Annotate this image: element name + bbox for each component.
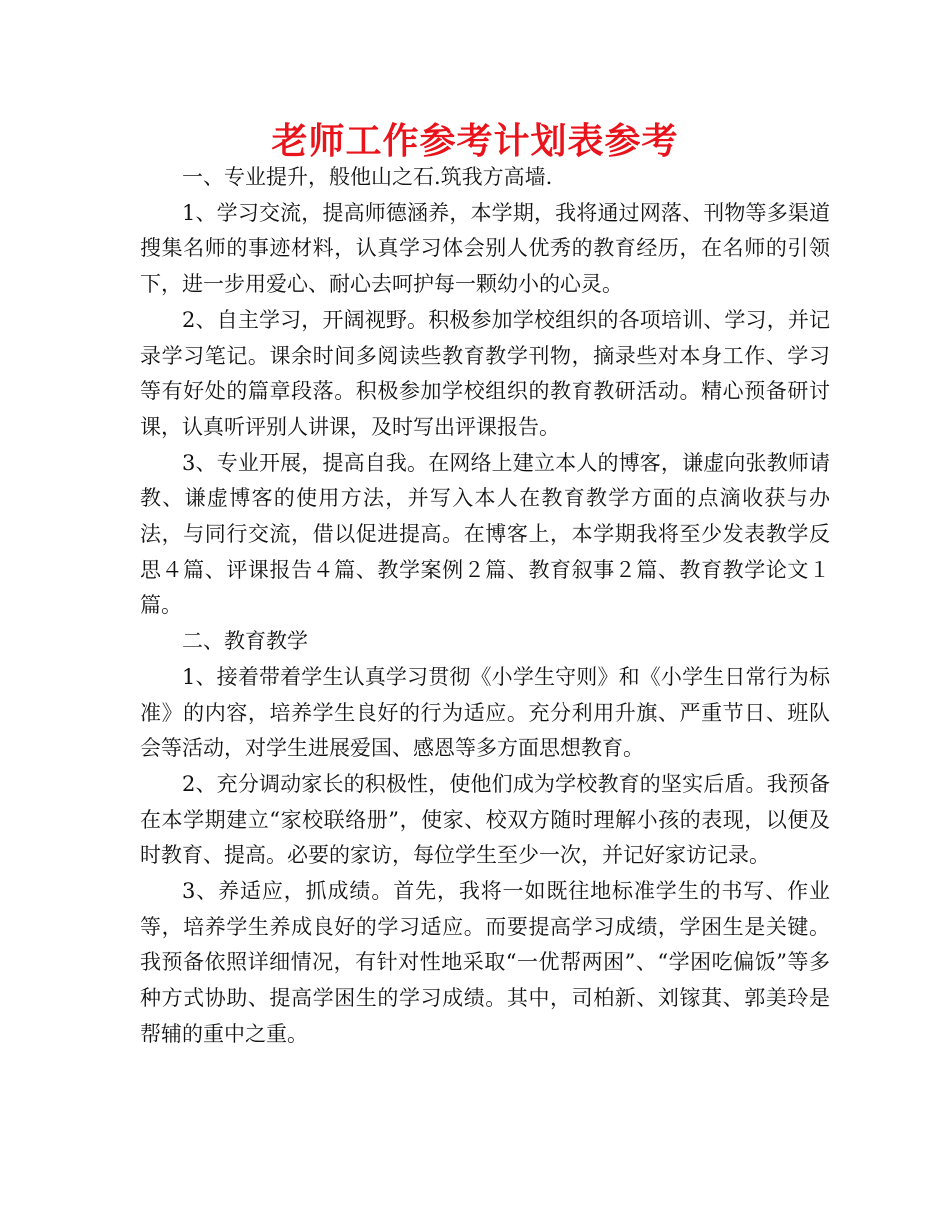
paragraph-2-3: 3、养适应，抓成绩。首先，我将一如既往地标准学生的书写、作业等，培养学生养成良好的学习适应。而要提高学习成绩，学困生是关键。我预备依照详细情况，有针对性地采取“一优帮两困”、“学困吃偏饭”等多种方式协助、提高学困生的学习成绩。其中，司柏新、刘镓萁、郭美玲是帮辅的重中之重。	[140, 879, 830, 1046]
paragraph-1-1: 1、学习交流，提高师德涵养，本学期，我将通过网落、刊物等多渠道搜集名师的事迹材料，认真学习体会别人优秀的教育经历，在名师的引领下，进一步用爱心、耐心去呵护每一颗幼小的心灵。	[140, 200, 830, 297]
paragraph-2-1: 1、接着带着学生认真学习贯彻《小学生守则》和《小学生日常行为标准》的内容，培养学生良好的行为适应。充分利用升旗、严重节日、班队会等活动，对学生进展爱国、感恩等多方面思想教育。	[140, 664, 830, 761]
section-heading-1: 一、专业提升，般他山之石.筑我方高墙.	[182, 165, 553, 189]
section-heading-2: 二、教育教学	[182, 629, 308, 654]
document-title: 老师工作参考计划表参考	[271, 121, 679, 162]
paragraph-2-2: 2、充分调动家长的积极性，使他们成为学校教育的坚实后盾。我预备在本学期建立“家校联络册”，使家、校双方随时理解小孩的表现，以便及时教育、提高。必要的家访，每位学生至少一次，并记好家访记录。	[140, 771, 830, 868]
paragraph-1-3: 3、专业开展，提高自我。在网络上建立本人的博客，谦虚向张教师请教、谦虚博客的使用方法，并写入本人在教育教学方面的点滴收获与办法，与同行交流，借以促进提高。在博客上，本学期我将至少发表教学反思４篇、评课报告４篇、教学案例２篇、教育叙事２篇、教育教学论文１篇。	[140, 450, 830, 618]
document-body	[140, 160, 830, 1053]
paragraph-1-2: 2、自主学习，开阔视野。积极参加学校组织的各项培训、学习，并记录学习笔记。课余时间多阅读些教育教学刊物，摘录些对本身工作、学习等有好处的篇章段落。积极参加学校组织的教育教研活动。精心预备研讨课，认真听评别人讲课，及时写出评课报告。	[140, 307, 830, 439]
